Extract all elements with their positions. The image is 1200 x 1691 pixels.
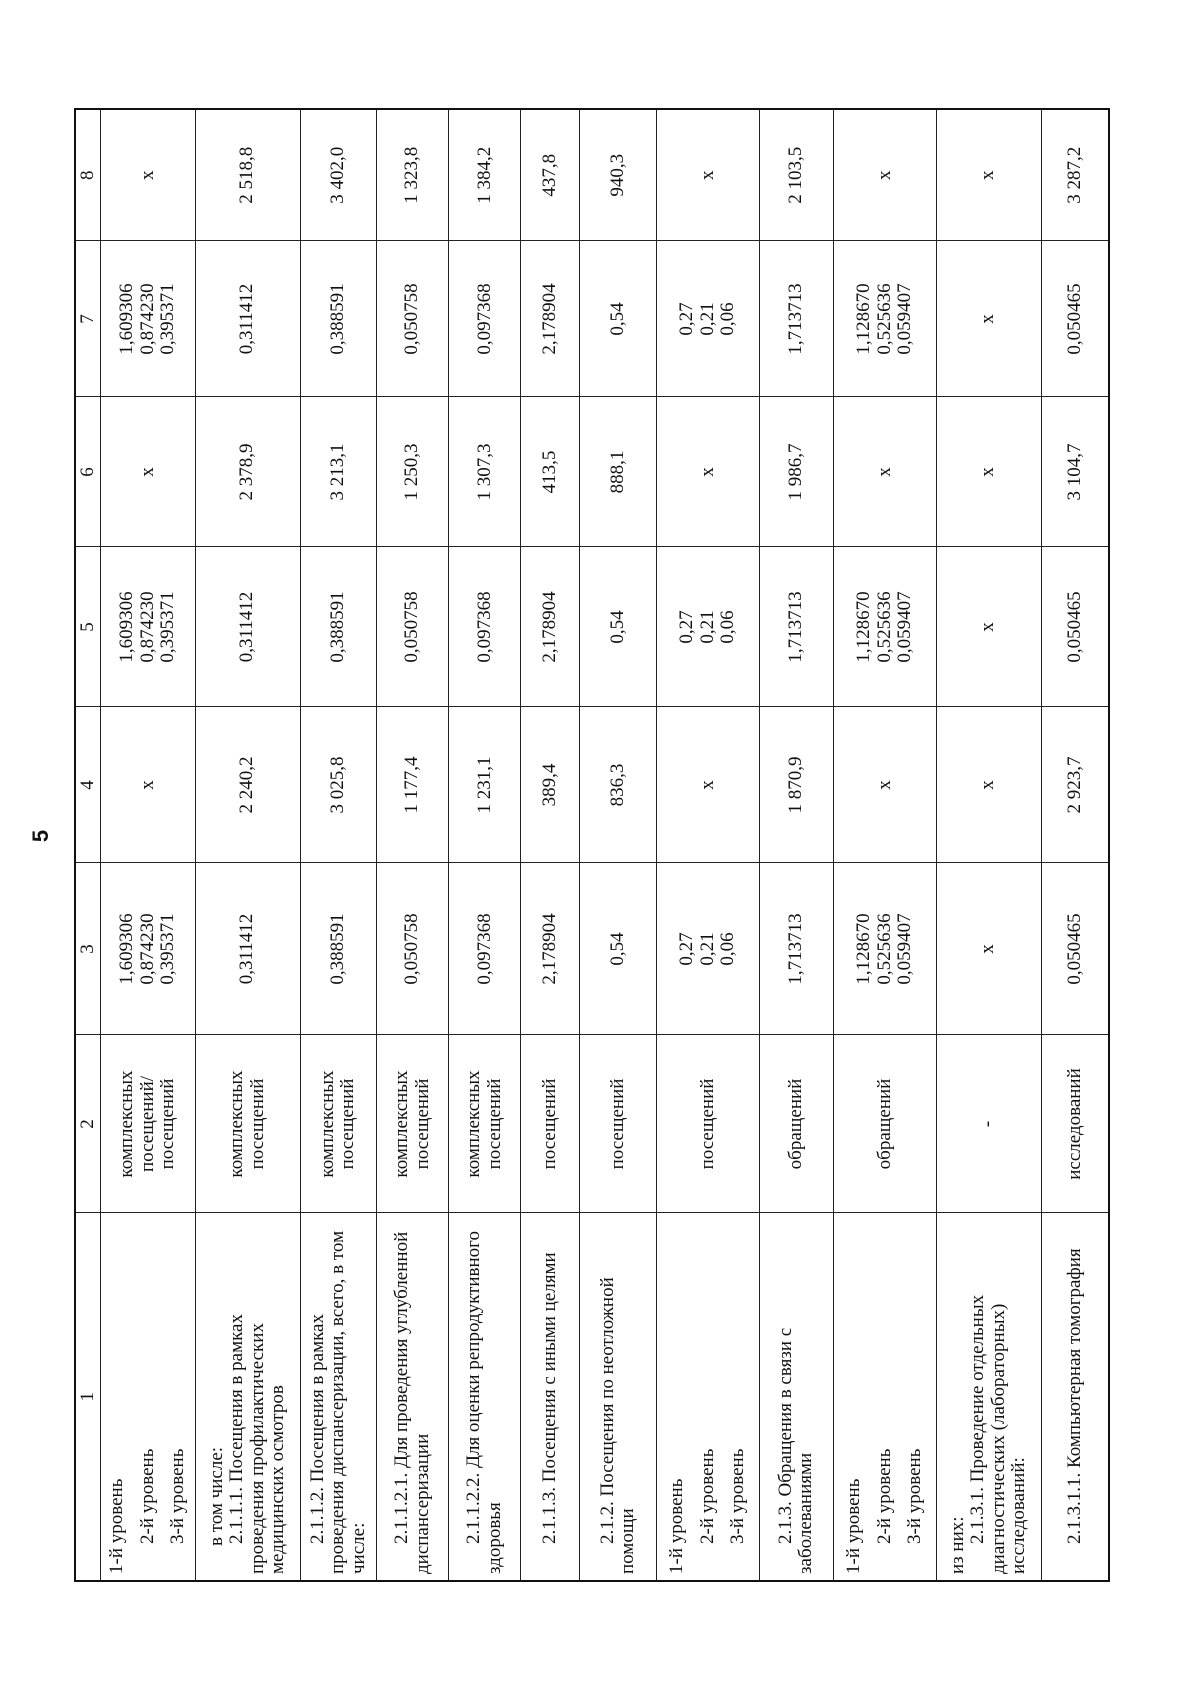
value-cell: 2 103,5: [759, 109, 833, 241]
column-number: 7: [75, 241, 101, 397]
value-cell: 1,713713: [759, 547, 833, 707]
table-row: [300, 109, 377, 1581]
table-row: [377, 109, 449, 1581]
value-cell: 0,54: [580, 863, 657, 1035]
value-cell: 2 518,8: [195, 109, 300, 241]
value-cell: 2 378,9: [195, 397, 300, 547]
value-cell: 0,097368: [449, 863, 521, 1035]
row-prefix: из них:: [946, 1516, 968, 1574]
value-line: 0,27: [676, 302, 698, 336]
value-cell: [833, 547, 936, 707]
value-cell: 0,54: [580, 241, 657, 397]
value-cell: 389,4: [521, 707, 580, 863]
page-number: 5: [28, 829, 53, 843]
value-cell: 0,050465: [1041, 863, 1109, 1035]
table-row: [101, 109, 196, 1581]
unit-cell: исследований: [1041, 1035, 1109, 1213]
row-prefix: в том числе:: [205, 1446, 227, 1546]
unit-cell: посещений: [521, 1035, 580, 1213]
level-label: 3-й уровень: [904, 1448, 926, 1544]
value-cell: х: [101, 397, 196, 547]
table-row: [195, 109, 300, 1581]
value-line: 0,059407: [894, 591, 916, 663]
row-label: [521, 1213, 580, 1581]
value-line: 0,06: [717, 932, 739, 966]
value-cell: [656, 863, 759, 1035]
column-number: 3: [75, 863, 101, 1035]
value-cell: 0,388591: [300, 863, 377, 1035]
row-label: [656, 1213, 759, 1581]
level-label: 3-й уровень: [727, 1448, 749, 1544]
column-numbers-row: [75, 109, 101, 1581]
value-cell: [833, 241, 936, 397]
table-row: [580, 109, 657, 1581]
value-cell: 0,097368: [449, 547, 521, 707]
value-line: 1,609306: [116, 913, 138, 985]
value-cell: [101, 547, 196, 707]
value-cell: 1 307,3: [449, 397, 521, 547]
value-cell: 1 323,8: [377, 109, 449, 241]
value-cell: х: [936, 707, 1041, 863]
value-line: 1,128670: [853, 913, 875, 985]
table-row: [449, 109, 521, 1581]
value-cell: 2 240,2: [195, 707, 300, 863]
row-label: [377, 1213, 449, 1581]
level-label: 2-й уровень: [136, 1448, 158, 1544]
value-cell: [656, 241, 759, 397]
value-line: 0,06: [717, 302, 739, 336]
table-row: [1041, 109, 1109, 1581]
row-label-text: 2.1.1.2. Посещения в рамках проведения диспансеризации, всего, в том числе:: [306, 1230, 369, 1574]
row-label: [449, 1213, 521, 1581]
value-cell: 1,713713: [759, 863, 833, 1035]
value-cell: 0,388591: [300, 241, 377, 397]
value-cell: 0,311412: [195, 547, 300, 707]
value-cell: х: [936, 109, 1041, 241]
level-label: 1-й уровень: [666, 1478, 688, 1574]
row-label-text: 2.1.3.1. Проведение отдельных диагностических (лабораторных) исследований:: [967, 1294, 1030, 1574]
value-line: 0,525636: [873, 913, 895, 985]
row-label: [759, 1213, 833, 1581]
level-label: 2-й уровень: [873, 1448, 895, 1544]
value-line: 0,395371: [157, 913, 179, 985]
value-line: 0,06: [717, 610, 739, 644]
value-cell: 0,050758: [377, 547, 449, 707]
table-row: [759, 109, 833, 1581]
unit-cell: обращений: [833, 1035, 936, 1213]
value-line: 0,21: [696, 302, 718, 336]
value-line: 0,874230: [136, 283, 158, 355]
unit-cell: комплексных посещений: [449, 1035, 521, 1213]
row-label-text: 2.1.1.3. Посещения с иными целями: [539, 1252, 561, 1544]
value-cell: 0,54: [580, 547, 657, 707]
value-line: 0,874230: [136, 913, 158, 985]
unit-cell: комплексных посещений: [377, 1035, 449, 1213]
value-cell: 437,8: [521, 109, 580, 241]
column-number: 2: [75, 1035, 101, 1213]
unit-cell: комплексных посещений: [300, 1035, 377, 1213]
column-number: 1: [75, 1213, 101, 1581]
value-cell: х: [936, 241, 1041, 397]
value-cell: 3 287,2: [1041, 109, 1109, 241]
value-line: 1,128670: [853, 283, 875, 355]
level-label: 1-й уровень: [843, 1478, 865, 1574]
table-row: [521, 109, 580, 1581]
value-cell: х: [656, 397, 759, 547]
value-line: 0,27: [676, 610, 698, 644]
column-number: 6: [75, 397, 101, 547]
value-cell: 0,097368: [449, 241, 521, 397]
value-cell: 1 231,1: [449, 707, 521, 863]
row-label: [1041, 1213, 1109, 1581]
value-cell: 1 250,3: [377, 397, 449, 547]
row-label-text: 2.1.1.1. Посещения в рамках проведения профилактических медицинских осмотров: [226, 1314, 289, 1574]
value-line: 1,609306: [116, 591, 138, 663]
value-cell: 1 870,9: [759, 707, 833, 863]
level-label: 2-й уровень: [696, 1448, 718, 1544]
value-cell: 1 986,7: [759, 397, 833, 547]
tariff-table: [74, 108, 1110, 1582]
unit-cell: комплексных посещений: [195, 1035, 300, 1213]
rotated-table-wrapper: [74, 110, 1110, 1582]
value-cell: 888,1: [580, 397, 657, 547]
row-label-text: 2.1.1.2.2. Для оценки репродуктивного здоровья: [463, 1231, 505, 1574]
value-cell: 0,311412: [195, 863, 300, 1035]
value-cell: 1 384,2: [449, 109, 521, 241]
value-cell: 0,050465: [1041, 547, 1109, 707]
value-cell: [833, 863, 936, 1035]
value-cell: х: [833, 707, 936, 863]
table-row: [936, 109, 1041, 1581]
value-cell: 0,050758: [377, 241, 449, 397]
level-label: 1-й уровень: [106, 1478, 128, 1574]
value-line: 0,395371: [157, 283, 179, 355]
value-cell: [101, 241, 196, 397]
value-cell: х: [833, 397, 936, 547]
value-cell: х: [656, 707, 759, 863]
value-cell: х: [656, 109, 759, 241]
value-line: 0,27: [676, 932, 698, 966]
value-cell: 2 923,7: [1041, 707, 1109, 863]
unit-cell: обращений: [759, 1035, 833, 1213]
row-label: [101, 1213, 196, 1581]
column-number: 5: [75, 547, 101, 707]
value-line: 0,059407: [894, 913, 916, 985]
value-cell: 0,050758: [377, 863, 449, 1035]
row-label: [300, 1213, 377, 1581]
column-number: 4: [75, 707, 101, 863]
value-cell: 940,3: [580, 109, 657, 241]
row-label-text: 2.1.3.1.1. Компьютерная томография: [1063, 1248, 1085, 1544]
table-row: [833, 109, 936, 1581]
table-row: [656, 109, 759, 1581]
row-label-text: 2.1.1.2.1. Для проведения углубленной диспансеризации: [391, 1231, 433, 1574]
value-line: 0,059407: [894, 283, 916, 355]
value-cell: [101, 863, 196, 1035]
value-cell: х: [101, 707, 196, 863]
value-line: 0,525636: [873, 591, 895, 663]
unit-cell: -: [936, 1035, 1041, 1213]
value-line: 0,874230: [136, 591, 158, 663]
value-cell: х: [936, 863, 1041, 1035]
row-label: [833, 1213, 936, 1581]
value-cell: х: [936, 397, 1041, 547]
value-cell: 0,388591: [300, 547, 377, 707]
row-label: [195, 1213, 300, 1581]
unit-cell: посещений: [656, 1035, 759, 1213]
value-line: 0,395371: [157, 591, 179, 663]
row-label: [936, 1213, 1041, 1581]
value-line: 0,21: [696, 610, 718, 644]
value-cell: 3 402,0: [300, 109, 377, 241]
value-cell: 3 025,8: [300, 707, 377, 863]
column-number: 8: [75, 109, 101, 241]
value-cell: 0,311412: [195, 241, 300, 397]
row-label-text: 2.1.2. Посещения по неотложной помощи: [596, 1277, 639, 1574]
unit-cell: комплексных посещений/ посещений: [101, 1035, 196, 1213]
value-line: 1,128670: [853, 591, 875, 663]
value-cell: 1 177,4: [377, 707, 449, 863]
value-cell: 413,5: [521, 397, 580, 547]
level-label: 3-й уровень: [167, 1448, 189, 1544]
row-label-text: 2.1.3. Обращения в связи с заболеваниями: [774, 1327, 817, 1574]
value-cell: 2,178904: [521, 241, 580, 397]
value-line: 1,609306: [116, 283, 138, 355]
row-label: [580, 1213, 657, 1581]
value-cell: х: [936, 547, 1041, 707]
value-cell: 0,050465: [1041, 241, 1109, 397]
value-cell: 3 213,1: [300, 397, 377, 547]
value-cell: 3 104,7: [1041, 397, 1109, 547]
value-cell: 2,178904: [521, 863, 580, 1035]
value-cell: х: [833, 109, 936, 241]
value-cell: [656, 547, 759, 707]
value-cell: 836,3: [580, 707, 657, 863]
unit-cell: посещений: [580, 1035, 657, 1213]
value-line: 0,525636: [873, 283, 895, 355]
value-cell: 1,713713: [759, 241, 833, 397]
value-line: 0,21: [696, 932, 718, 966]
value-cell: 2,178904: [521, 547, 580, 707]
value-cell: х: [101, 109, 196, 241]
